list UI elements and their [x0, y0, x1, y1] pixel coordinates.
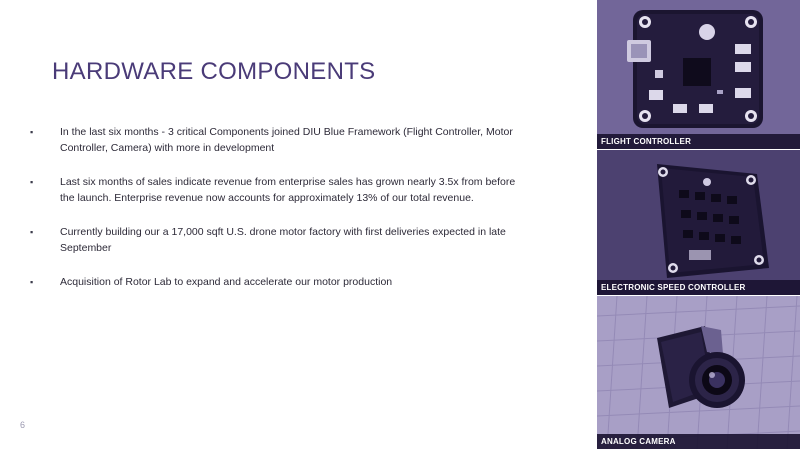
bullet-text: Last six months of sales indicate revenue from enterprise sales has grown nearly 3.5x from before the launch. Enterprise revenue now accounts for approximately 13% of our total revenue. [60, 176, 516, 204]
bullet-marker: ▪ [30, 127, 34, 137]
bullet-marker: ▪ [30, 227, 34, 237]
speed-controller-image [597, 150, 800, 295]
bullet-item [30, 224, 530, 256]
bullet-text: Acquisition of Rotor Lab to expand and accelerate our motor production [60, 276, 393, 288]
analog-camera-label: ANALOG CAMERA [597, 434, 800, 449]
flight-controller-label: FLIGHT CONTROLLER [597, 134, 800, 149]
speed-controller-label: ELECTRONIC SPEED CONTROLLER [597, 280, 800, 295]
page-number: 6 [20, 420, 26, 430]
bullet-list [30, 124, 530, 290]
bullet-item [30, 274, 530, 290]
bullet-text: In the last six months - 3 critical Components joined DIU Blue Framework (Flight Controller, Motor Controller, Camera) with more in development [60, 126, 513, 154]
analog-camera-image [597, 296, 800, 449]
bullet-marker: ▪ [30, 277, 34, 287]
bullet-item [30, 174, 530, 206]
analog-camera-graphic [597, 296, 800, 449]
bullet-text: Currently building our a 17,000 sqft U.S. drone motor factory with first deliveries expected in late September [60, 226, 506, 254]
slide-title: HARDWARE COMPONENTS [52, 58, 376, 85]
bullet-item [30, 124, 530, 156]
flight-controller-graphic [597, 0, 800, 149]
bullet-marker: ▪ [30, 177, 34, 187]
speed-controller-graphic [597, 150, 800, 295]
flight-controller-image [597, 0, 800, 149]
